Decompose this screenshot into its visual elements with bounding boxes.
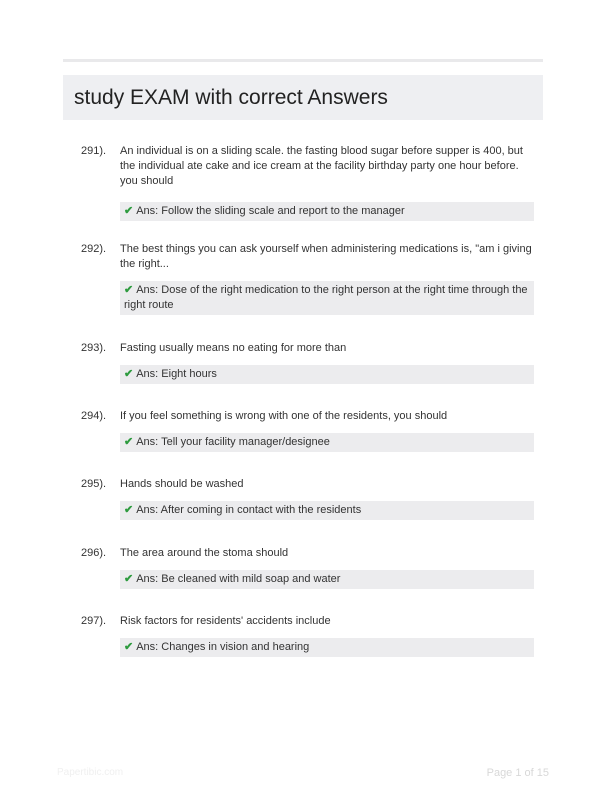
- check-icon: ✔: [124, 641, 134, 653]
- question-number: 291).: [81, 145, 107, 157]
- question-item: [63, 477, 543, 520]
- question-item: [63, 409, 543, 452]
- page-indicator: Page 1 of 15: [486, 767, 549, 779]
- answer-text: Ans: Changes in vision and hearing: [136, 641, 310, 653]
- answer-text: Ans: Be cleaned with mild soap and water: [136, 573, 341, 585]
- question-number: 296).: [81, 547, 107, 559]
- check-icon: ✔: [124, 504, 134, 516]
- question-number: 293).: [81, 342, 107, 354]
- check-icon: ✔: [124, 436, 134, 448]
- check-icon: ✔: [124, 205, 134, 217]
- answer-box: [120, 365, 534, 384]
- question-text: If you feel something is wrong with one of the residents, you should: [120, 410, 448, 422]
- question-text: The area around the stoma should: [120, 547, 289, 559]
- question-number: 297).: [81, 615, 107, 627]
- question-text: Hands should be washed: [120, 478, 244, 490]
- question-number: 292).: [81, 243, 107, 255]
- answer-box: [120, 638, 534, 657]
- question-item: [63, 341, 543, 384]
- question-item: [63, 144, 543, 221]
- question-text: An individual is on a sliding scale. the fasting blood sugar before supper is 400, but the individual ate cake and ice cream at the facility birthday party one hour before. you should: [120, 145, 523, 187]
- answer-text: Ans: After coming in contact with the residents: [136, 504, 362, 516]
- page-title: study EXAM with correct Answers: [74, 85, 388, 109]
- answer-box: [120, 501, 534, 520]
- answer-box: [120, 281, 534, 315]
- question-text: Fasting usually means no eating for more than: [120, 342, 347, 354]
- question-item: [63, 546, 543, 589]
- answer-box: [120, 570, 534, 589]
- footer-site: Papertibic.com: [57, 767, 124, 778]
- title-bar: [63, 75, 543, 120]
- answer-text: Ans: Tell your facility manager/designee: [136, 436, 330, 448]
- check-icon: ✔: [124, 573, 134, 585]
- question-text: Risk factors for residents' accidents include: [120, 615, 331, 627]
- answer-box: [120, 202, 534, 221]
- check-icon: ✔: [124, 368, 134, 380]
- question-number: 295).: [81, 478, 107, 490]
- question-item: [63, 614, 543, 657]
- check-icon: ✔: [124, 284, 134, 296]
- top-divider: [63, 59, 543, 62]
- answer-text: Ans: Eight hours: [136, 368, 217, 380]
- answer-text: Ans: Follow the sliding scale and report to the manager: [136, 205, 405, 217]
- question-text: The best things you can ask yourself when administering medications is, "am i giving the right...: [120, 243, 532, 270]
- question-item: [63, 242, 543, 315]
- answer-box: [120, 433, 534, 452]
- question-number: 294).: [81, 410, 107, 422]
- answer-text: Ans: Dose of the right medication to the right person at the right time through the right route: [124, 284, 528, 311]
